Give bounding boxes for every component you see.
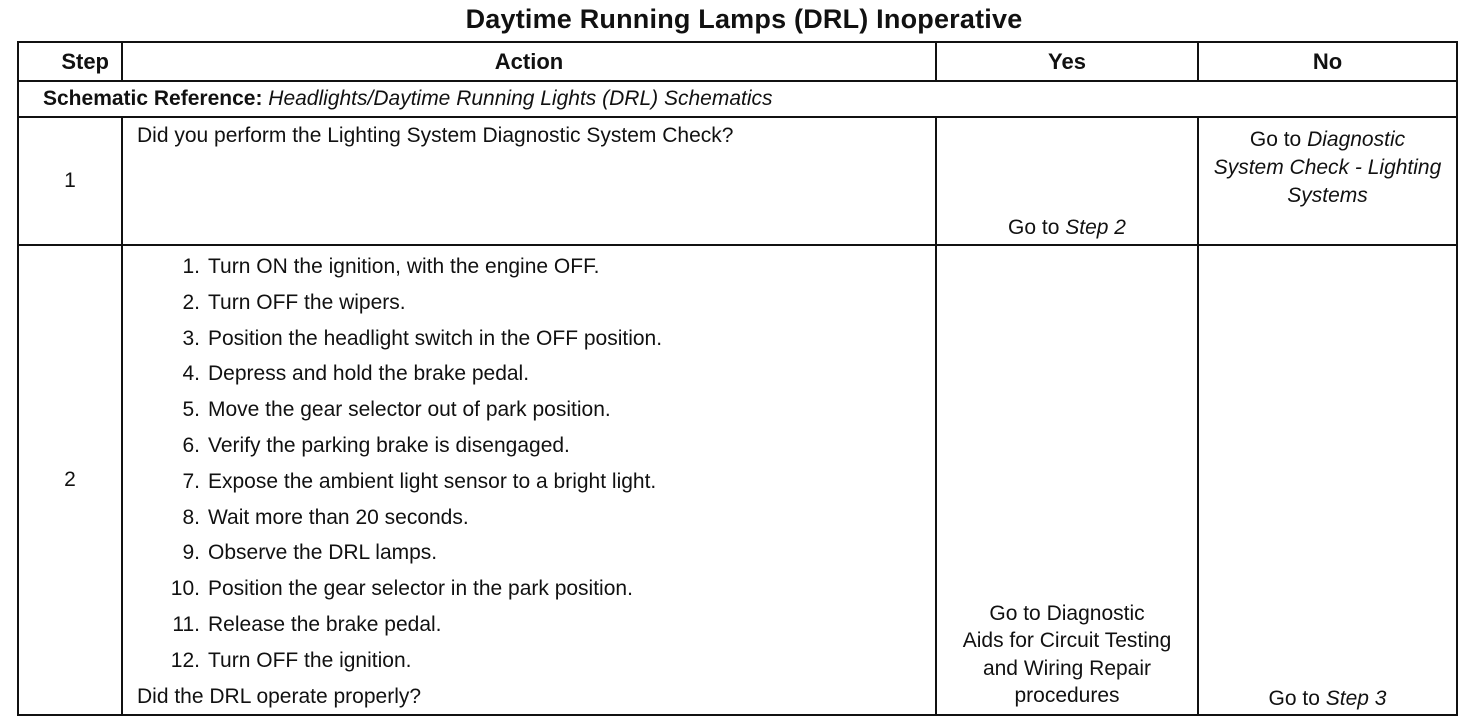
schematic-row xyxy=(18,81,1457,117)
list-item-number: 11. xyxy=(172,612,200,636)
yes-link[interactable]: Step 2 xyxy=(1065,216,1126,239)
list-item xyxy=(137,571,935,607)
list-item xyxy=(137,643,935,679)
list-item-text: Verify the parking brake is disengaged. xyxy=(208,433,570,457)
header-yes: Yes xyxy=(936,42,1198,81)
list-item xyxy=(137,607,935,643)
list-item-number: 3. xyxy=(182,326,200,350)
list-item-text: Position the headlight switch in the OFF position. xyxy=(208,326,663,350)
list-item-number: 9. xyxy=(182,541,200,565)
no-result xyxy=(1198,117,1457,245)
step-question: Did the DRL operate properly? xyxy=(137,684,422,708)
list-item-text: Move the gear selector out of park position. xyxy=(208,398,611,422)
list-item xyxy=(137,249,935,285)
no-result xyxy=(1198,245,1457,715)
schematic-reference xyxy=(18,81,1457,117)
no-link[interactable]: Diagnostic System Check - Lighting Systems xyxy=(1213,128,1442,207)
step-number: 1 xyxy=(18,117,122,245)
header-no: No xyxy=(1198,42,1457,81)
step-action xyxy=(122,245,936,715)
list-item-number: 8. xyxy=(182,505,200,529)
list-item-number: 4. xyxy=(182,362,200,386)
yes-result xyxy=(936,245,1198,715)
list-item-number: 7. xyxy=(182,469,200,493)
no-prefix: Go to xyxy=(1268,686,1326,710)
list-item xyxy=(137,535,935,571)
page-title: Daytime Running Lamps (DRL) Inoperative xyxy=(465,4,1023,34)
no-prefix: Go to xyxy=(1249,128,1308,151)
schematic-label: Schematic Reference: xyxy=(43,87,263,110)
list-item-text: Release the brake pedal. xyxy=(208,612,442,636)
list-item-text: Turn OFF the wipers. xyxy=(208,290,406,314)
list-item-text: Position the gear selector in the park position. xyxy=(208,577,633,601)
list-item-number: 2. xyxy=(182,290,200,314)
yes-line: and Wiring Repair xyxy=(982,656,1152,680)
list-item-text: Turn ON the ignition, with the engine OFF. xyxy=(208,255,600,278)
table-row xyxy=(18,117,1457,245)
step-number: 2 xyxy=(18,245,122,715)
list-item-text: Observe the DRL lamps. xyxy=(208,541,438,565)
list-item xyxy=(137,428,935,464)
list-item xyxy=(137,500,935,536)
list-item-number: 6. xyxy=(182,433,200,457)
yes-result xyxy=(936,117,1198,245)
header-row xyxy=(18,42,1457,81)
list-item-number: 5. xyxy=(182,398,200,422)
no-link[interactable]: Step 3 xyxy=(1325,686,1387,710)
yes-prefix: Go to xyxy=(1008,216,1066,239)
list-item-number: 10. xyxy=(170,577,200,601)
list-item xyxy=(137,464,935,500)
list-item-text: Depress and hold the brake pedal. xyxy=(208,362,530,386)
header-action: Action xyxy=(122,42,936,81)
header-step: Step xyxy=(18,42,122,81)
list-item xyxy=(137,356,935,392)
yes-line: Aids for Circuit Testing xyxy=(962,629,1172,653)
list-item-number: 12. xyxy=(170,648,200,672)
yes-line: procedures xyxy=(1014,684,1120,708)
schematic-link[interactable]: Headlights/Daytime Running Lights (DRL) Schematics xyxy=(268,87,773,110)
procedure-list xyxy=(137,249,935,679)
step-action: Did you perform the Lighting System Diagnostic System Check? xyxy=(122,117,936,245)
list-item-text: Expose the ambient light sensor to a bright light. xyxy=(208,469,657,493)
list-item-number: 1. xyxy=(182,255,200,278)
table-row xyxy=(18,245,1457,715)
yes-line: Go to Diagnostic xyxy=(989,601,1145,625)
diagnostic-table xyxy=(17,41,1458,716)
list-item xyxy=(137,392,935,428)
list-item-text: Wait more than 20 seconds. xyxy=(208,505,469,529)
list-item xyxy=(137,285,935,321)
list-item xyxy=(137,321,935,357)
list-item-text: Turn OFF the ignition. xyxy=(208,648,412,672)
